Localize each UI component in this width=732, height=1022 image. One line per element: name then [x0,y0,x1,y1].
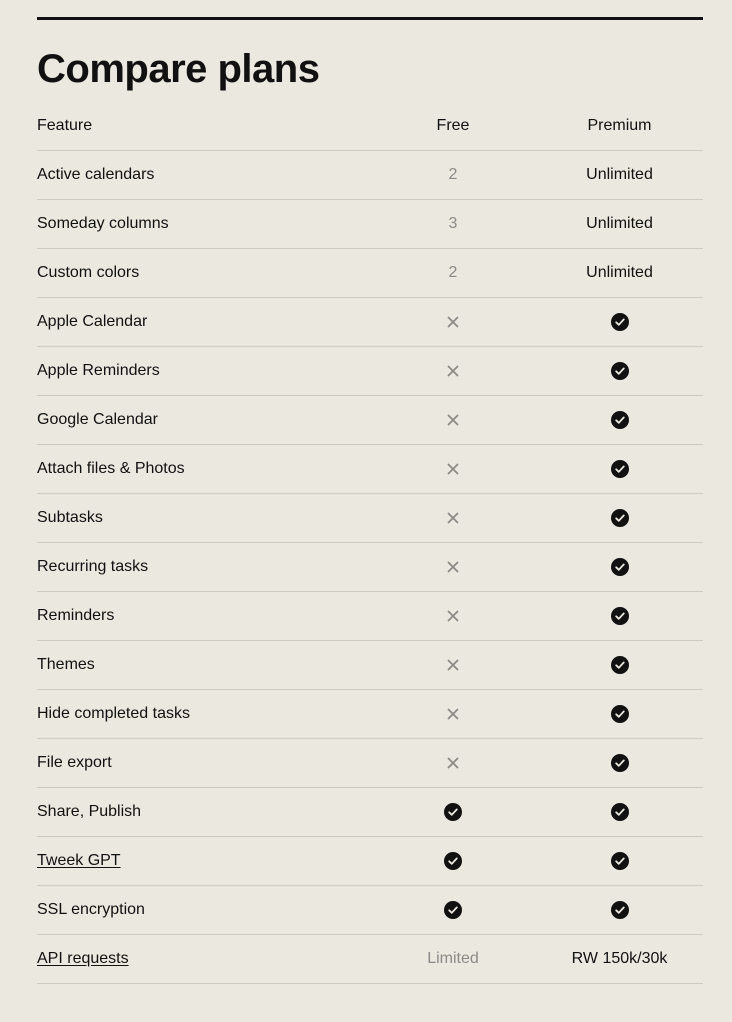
premium-cell [536,460,703,478]
header-free: Free [436,117,470,134]
feature-label: Apple Reminders [37,362,160,379]
feature-cell [37,803,370,821]
feature-link[interactable]: Tweek GPT [37,852,121,869]
cross-icon [444,460,462,478]
check-circle-icon [611,313,629,331]
feature-label: Reminders [37,607,115,624]
cross-icon [444,607,462,625]
check-circle-icon [611,656,629,674]
premium-cell [536,313,703,331]
check-circle-icon [611,509,629,527]
premium-cell [536,264,703,282]
feature-cell [37,509,370,527]
free-cell [370,460,536,478]
free-value: Limited [427,950,479,967]
premium-cell [536,215,703,233]
free-value: 3 [448,215,458,232]
free-value: 2 [448,166,458,183]
check-circle-icon [611,852,629,870]
table-row [37,347,703,396]
check-circle-icon [611,558,629,576]
feature-label: Apple Calendar [37,313,148,330]
table-row [37,445,703,494]
free-cell [370,607,536,625]
premium-cell [536,901,703,919]
free-cell [370,313,536,331]
free-cell [370,950,536,968]
table-row [37,298,703,347]
feature-label: Share, Publish [37,803,142,820]
table-row [37,494,703,543]
table-row [37,788,703,837]
premium-value: Unlimited [586,166,653,183]
premium-cell [536,852,703,870]
free-cell [370,754,536,772]
table-row [37,739,703,788]
table-row [37,592,703,641]
check-circle-icon [611,362,629,380]
table-row [37,151,703,200]
premium-cell [536,509,703,527]
premium-cell [536,803,703,821]
feature-label: Themes [37,656,95,673]
free-cell [370,901,536,919]
premium-cell [536,656,703,674]
table-row [37,935,703,984]
free-cell [370,705,536,723]
feature-label: Attach files & Photos [37,460,185,477]
feature-label: Hide completed tasks [37,705,190,722]
premium-cell [536,607,703,625]
cross-icon [444,754,462,772]
premium-cell [536,705,703,723]
feature-label: Recurring tasks [37,558,149,575]
cross-icon [444,656,462,674]
feature-cell [37,901,370,919]
feature-label: Custom colors [37,264,140,281]
free-cell [370,852,536,870]
check-circle-icon [611,607,629,625]
check-circle-icon [611,705,629,723]
comparison-table-body [37,151,703,984]
cross-icon [444,313,462,331]
free-value: 2 [448,264,458,281]
feature-label: Google Calendar [37,411,158,428]
premium-cell [536,950,703,968]
premium-value: Unlimited [586,215,653,232]
table-row [37,641,703,690]
feature-cell [37,754,370,772]
feature-cell [37,362,370,380]
feature-cell [37,656,370,674]
feature-link[interactable]: API requests [37,950,129,967]
table-header-row [37,102,703,151]
table-row [37,249,703,298]
feature-cell [37,950,370,968]
feature-cell [37,215,370,233]
premium-cell [536,754,703,772]
free-cell [370,411,536,429]
page-title: Compare plans [37,47,320,91]
check-circle-icon [611,754,629,772]
check-circle-icon [611,460,629,478]
free-cell [370,509,536,527]
cross-icon [444,705,462,723]
header-feature: Feature [37,117,93,134]
free-cell [370,362,536,380]
free-cell [370,656,536,674]
free-cell [370,558,536,576]
cross-icon [444,509,462,527]
header-premium: Premium [587,117,652,134]
cross-icon [444,558,462,576]
premium-cell [536,411,703,429]
feature-label: Active calendars [37,166,155,183]
feature-cell [37,852,370,870]
premium-cell [536,558,703,576]
premium-cell [536,166,703,184]
table-row [37,543,703,592]
check-circle-icon [611,411,629,429]
compare-plans-section [37,0,703,984]
premium-value: RW 150k/30k [571,950,668,967]
feature-cell [37,607,370,625]
feature-label: Subtasks [37,509,103,526]
free-cell [370,215,536,233]
check-circle-icon [444,852,462,870]
free-cell [370,264,536,282]
premium-value: Unlimited [586,264,653,281]
table-row [37,690,703,739]
table-row [37,200,703,249]
feature-cell [37,460,370,478]
feature-cell [37,705,370,723]
feature-label: File export [37,754,112,771]
check-circle-icon [444,901,462,919]
free-cell [370,166,536,184]
check-circle-icon [444,803,462,821]
table-row [37,837,703,886]
cross-icon [444,411,462,429]
feature-label: Someday columns [37,215,169,232]
cross-icon [444,362,462,380]
free-cell [370,803,536,821]
feature-cell [37,313,370,331]
table-row [37,886,703,935]
feature-cell [37,411,370,429]
feature-label: SSL encryption [37,901,145,918]
feature-cell [37,558,370,576]
table-row [37,396,703,445]
check-circle-icon [611,901,629,919]
feature-cell [37,264,370,282]
feature-cell [37,166,370,184]
premium-cell [536,362,703,380]
check-circle-icon [611,803,629,821]
